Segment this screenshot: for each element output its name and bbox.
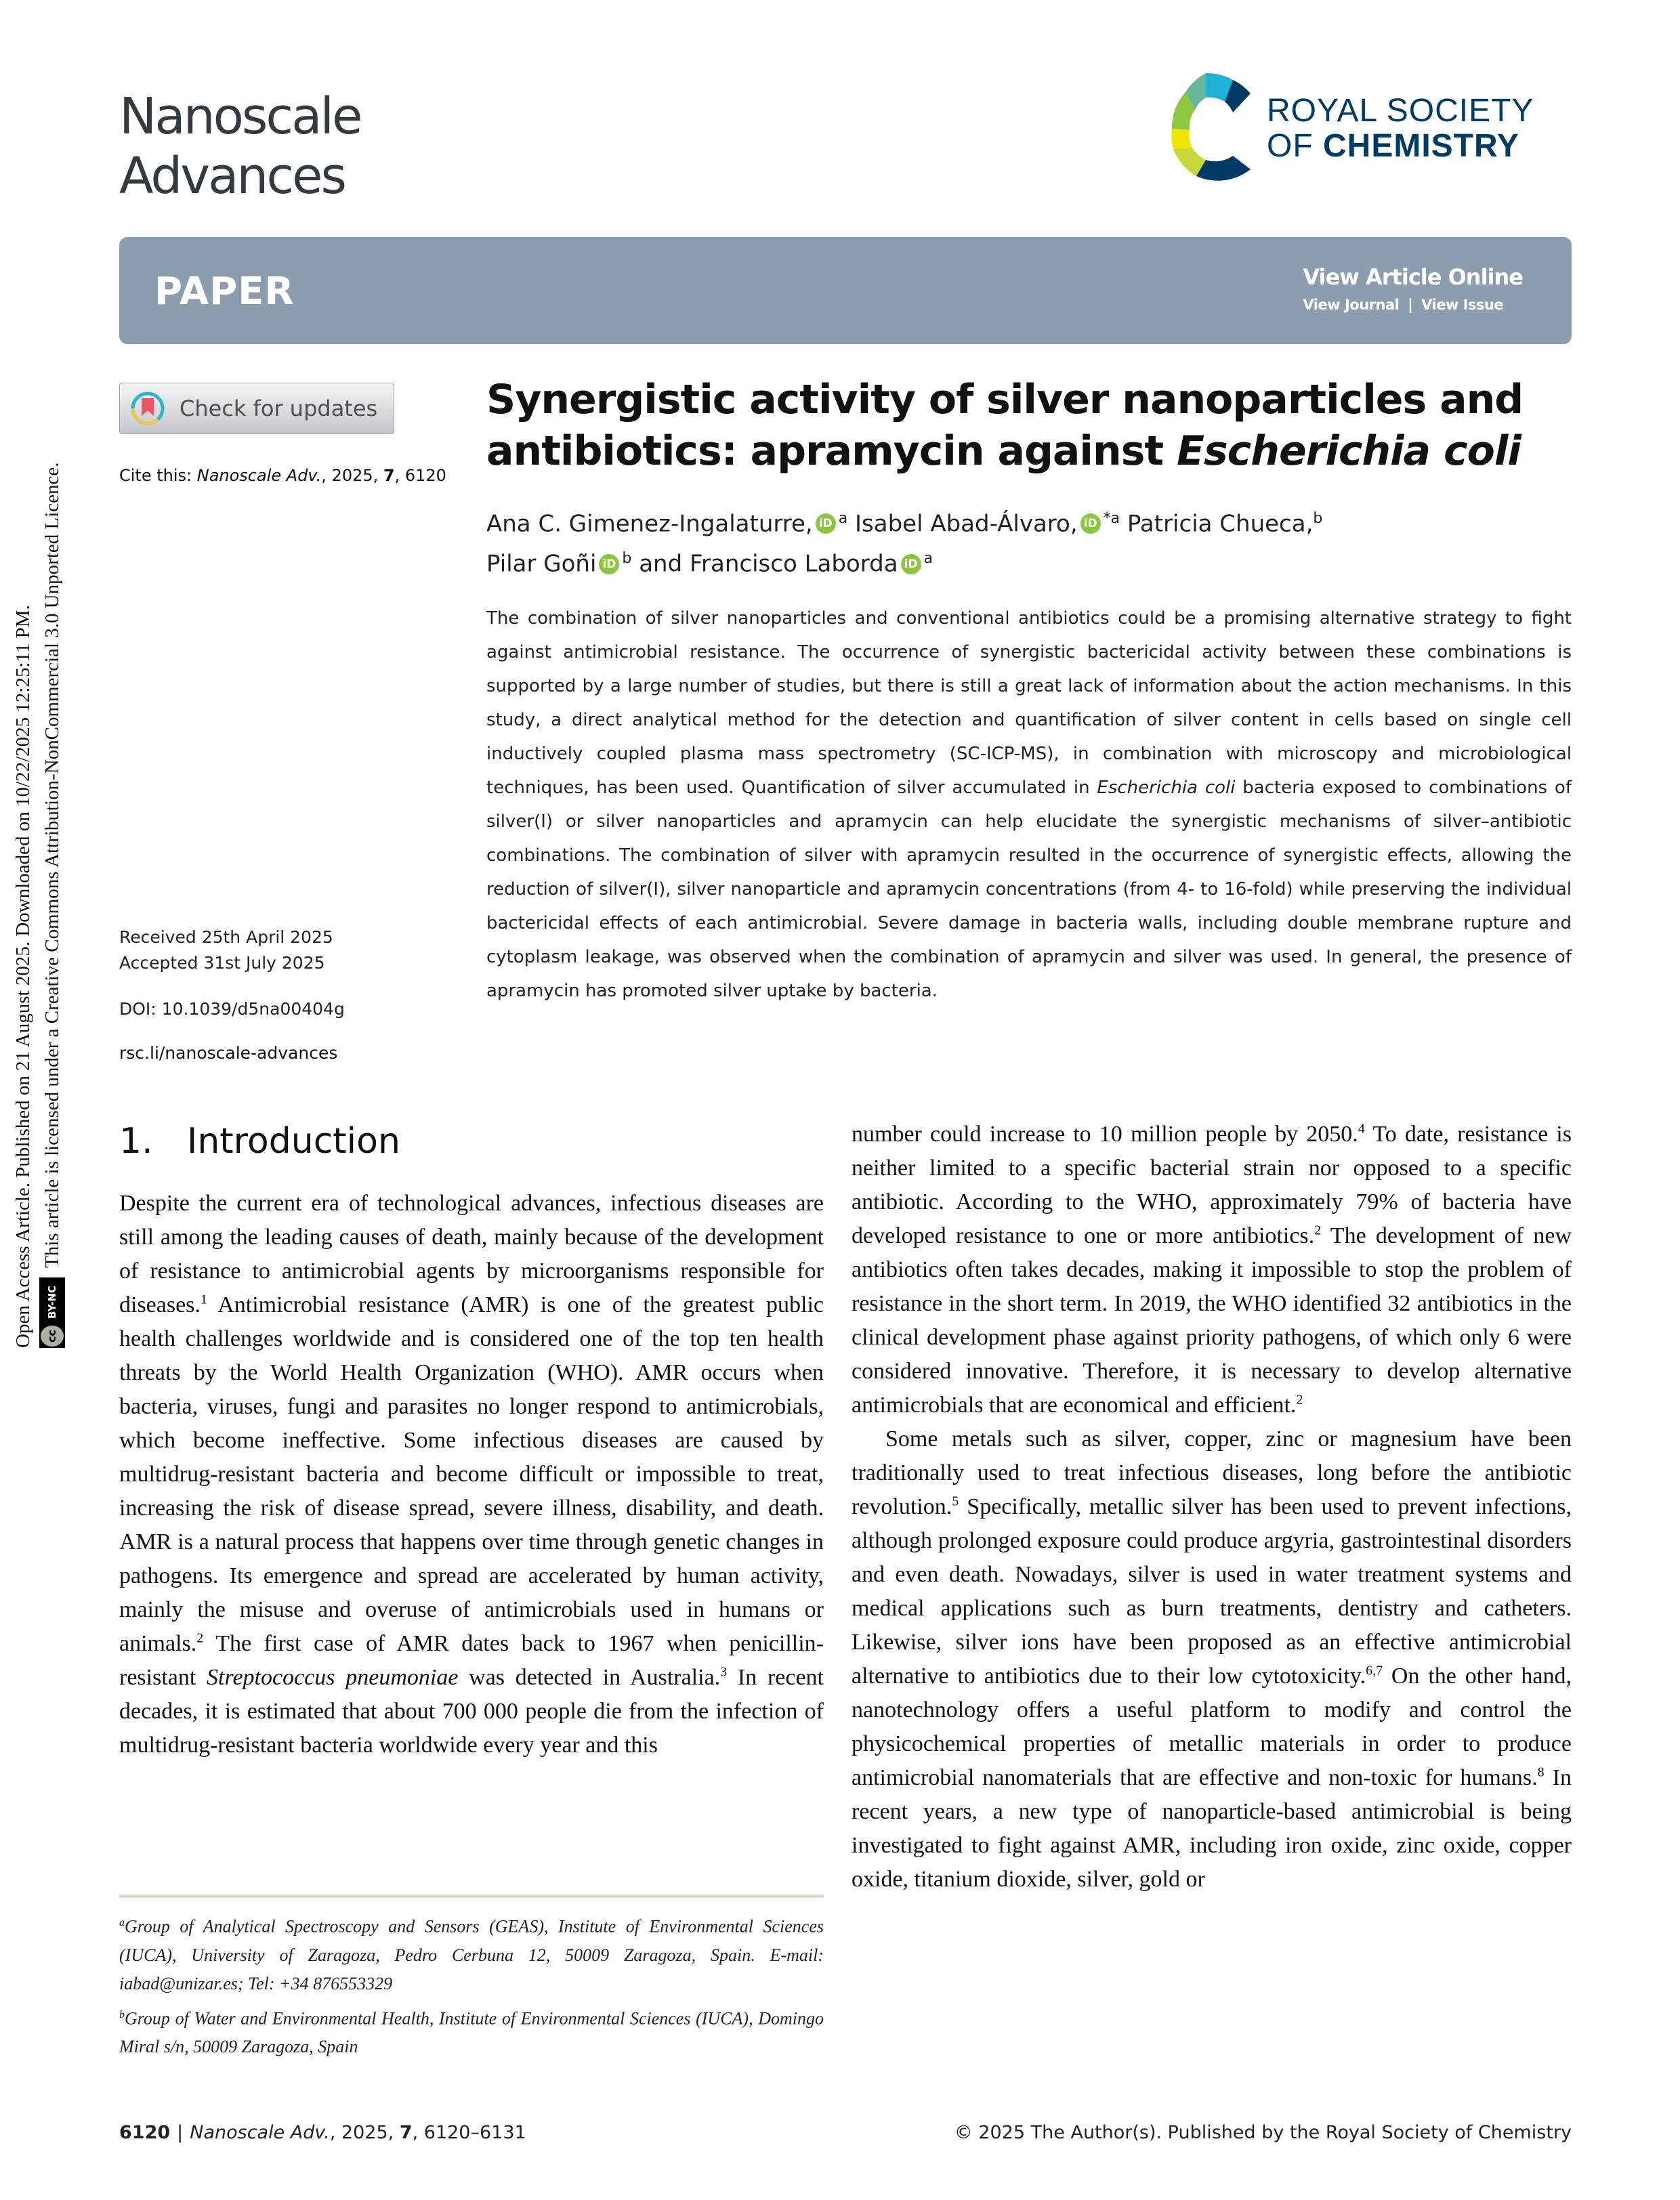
- abstract-text-cont: bacteria exposed to combinations of silver(I) or silver nanoparticles and apramycin can help elucidate the synergistic mechanisms of silver–antibiotic combinations. The combination of silver with apramycin resulted in the occurrence of synergistic effects, allowing the reduction of silver(I), silver nanoparticle and apramycin concentrations (from 4- to 16-fold) while preserving the individual bactericidal effects of each antimicrobial. Severe damage in bacteria walls, including double membrane rupture and cytoplasm leakage, was observed when the combination of apramycin and silver was used. In general, the presence of apramycin has promoted silver uptake by bacteria.: [486, 778, 1572, 1001]
- orcid-icon[interactable]: iD: [816, 513, 836, 534]
- citation-ref[interactable]: 5: [952, 1494, 959, 1509]
- view-links-row: [1303, 297, 1523, 313]
- abstract-text: The combination of silver nanoparticles and conventional antibiotics could be a promising alternative strategy to fight against antimicrobial resistance. The occurrence of synergistic bactericidal activity between these combinations is supported by a large number of studies, but there is still a great lack of information about the action mechanisms. In this study, a direct analytical method for the detection and quantification of silver content in cells based on single cell inductively coupled plasma mass spectrometry (SC-ICP-MS), in combination with microscopy and microbiological techniques, has been used. Quantification of silver accumulated in: [486, 608, 1572, 798]
- author-affiliation: b: [622, 550, 632, 568]
- rsc-line1: ROYAL SOCIETY: [1267, 93, 1534, 129]
- rsc-line2: [1267, 129, 1534, 164]
- journal-link[interactable]: rsc.li/nanoscale-advances: [119, 1043, 338, 1063]
- author-name[interactable]: Isabel Abad-Álvaro,: [855, 510, 1078, 538]
- journal-title: [119, 87, 361, 206]
- citation-ref[interactable]: 2: [1296, 1392, 1303, 1408]
- abstract-species: Escherichia coli: [1097, 778, 1236, 798]
- article-dates: [119, 925, 333, 976]
- accepted-date: Accepted 31st July 2025: [119, 953, 325, 973]
- rsc-line2-prefix: OF: [1267, 128, 1323, 164]
- cc-icon: cc: [41, 1326, 64, 1347]
- rsc-c-logo-icon: [1165, 68, 1260, 183]
- license-type: BY-NC: [46, 1285, 58, 1319]
- citation: [119, 466, 446, 485]
- author-name[interactable]: Pilar Goñi: [486, 550, 597, 578]
- cc-license-badge[interactable]: [39, 1277, 65, 1348]
- view-links: [1303, 264, 1523, 313]
- cite-journal: Nanoscale Adv.: [196, 466, 322, 485]
- license-text[interactable]: This article is licensed under a Creative Commons Attribution-NonCommercial 3.0 Unported Licence.: [41, 462, 63, 1268]
- author-affiliation: a: [923, 550, 933, 568]
- rsc-line2-bold: CHEMISTRY: [1323, 128, 1519, 164]
- abstract: [486, 601, 1572, 1008]
- cite-label: Cite this:: [119, 466, 197, 485]
- footnote-mark: a: [119, 1917, 125, 1928]
- footnote-text: Group of Water and Environmental Health, Institute of Environmental Sciences (IUCA), Domingo Miral s/n, 50009 Zaragoza, Spain: [119, 2008, 824, 2057]
- author-list: [486, 501, 1570, 582]
- orcid-icon[interactable]: iD: [1080, 513, 1101, 534]
- citation-ref[interactable]: 2: [196, 1630, 204, 1646]
- rsc-wordmark: [1267, 93, 1534, 164]
- citation-ref[interactable]: 1: [200, 1292, 207, 1307]
- footer-year: , 2025,: [329, 2122, 400, 2143]
- journal-title-line2: Advances: [119, 147, 345, 205]
- author-name[interactable]: Patricia Chueca,: [1127, 510, 1314, 538]
- journal-title-line1: Nanoscale: [119, 87, 361, 146]
- check-updates-icon: [129, 390, 166, 427]
- view-article-online-link[interactable]: View Article Online: [1303, 264, 1523, 290]
- paragraph: Despite the current era of technological advances, infectious diseases are still among the leading causes of death, mainly because of the development of resistance to antimicrobial agents by microorganisms responsible for diseases.$^1$ Antimicrobial resistance (AMR) is one of the greatest public health challenges worldwide and is considered one of the top ten health threats by the World Health Organization (WHO). AMR occurs when bacteria, viruses, fungi and parasites no longer respond to antimicrobials, which become ineffective. Some infectious diseases are caused by multidrug-resistant bacteria and become difficult or impossible to treat, increasing the risk of disease spread, severe illness, disability, and death. AMR is a natural process that happens over time through genetic changes in pathogens. Its emergence and spread are accelerated by human activity, mainly the misuse and overuse of antimicrobials used in humans or animals.$^2$ The first case of AMR dates back to 1967 when penicillin-resistant Streptococcus pneumoniae was detected in Australia.$^3$ In recent decades, it is estimated that about 700 000 people die from the infection of multidrug-resistant bacteria worldwide every year and this: [119, 1191, 824, 1758]
- footnote-divider: [119, 1895, 824, 1898]
- orcid-icon[interactable]: iD: [599, 554, 619, 574]
- received-date: Received 25th April 2025: [119, 927, 333, 947]
- cite-page: , 6120: [394, 466, 446, 485]
- paragraph: Some metals such as silver, copper, zinc or magnesium have been traditionally used to treat infectious diseases, long before the antibiotic revolution.$^5$ Specifically, metallic silver has been used to prevent infections, although prolonged exposure could produce argyria, gastrointestinal disorders and even death. Nowadays, silver is used in water treatment systems and medical applications such as burn treatments, dentistry and catheters. Likewise, silver ions have been proposed as an effective antimicrobial alternative to antibiotics due to their low cytotoxicity.$^{6,7}$ On the other hand, nanotechnology offers a useful platform to modify and control the physicochemical properties of metallic materials in order to produce antimicrobial nanomaterials that are effective and non-toxic for humans.$^8$ In recent years, a new type of nanoparticle-based antimicrobial is being investigated to fight against AMR, including iron oxide, zinc oxide, copper oxide, titanium dioxide, silver, gold or: [852, 1426, 1572, 1892]
- rsc-logo: [1165, 68, 1572, 183]
- open-access-notice: Open Access Article. Published on 21 August 2025. Downloaded on 10/22/2025 12:25:11 PM.: [12, 605, 34, 1348]
- footnote-mark: b: [119, 2008, 125, 2021]
- copyright: © 2025 The Author(s). Published by the Royal Society of Chemistry: [954, 2122, 1572, 2143]
- citation-ref[interactable]: 8: [1537, 1764, 1545, 1780]
- title-species: Escherichia coli: [1176, 427, 1521, 475]
- view-issue-link[interactable]: View Issue: [1421, 297, 1504, 313]
- section-number: 1.: [119, 1121, 153, 1162]
- article-type-banner: [119, 237, 1572, 344]
- footer-pages: , 6120–6131: [412, 2122, 526, 2143]
- body-column-left: [119, 1187, 824, 1762]
- citation-ref[interactable]: 2: [1314, 1223, 1322, 1238]
- article-type-label: PAPER: [154, 270, 295, 314]
- article-title: [486, 374, 1570, 477]
- section-heading: [119, 1121, 400, 1162]
- doi[interactable]: DOI: 10.1039/d5na00404g: [119, 999, 345, 1019]
- body-column-right: [852, 1118, 1572, 1897]
- view-journal-link[interactable]: View Journal: [1303, 297, 1400, 313]
- license-notice: [39, 462, 65, 1348]
- footer-volume: 7: [399, 2122, 413, 2143]
- cite-year: , 2025,: [321, 466, 383, 485]
- link-separator: |: [1408, 297, 1413, 313]
- author-affiliation: a: [838, 510, 848, 527]
- footer-separator: |: [177, 2122, 184, 2143]
- citation-ref[interactable]: 6,7: [1366, 1663, 1383, 1678]
- footnote-text: Group of Analytical Spectroscopy and Sensors (GEAS), Institute of Environmental Sciences (IUCA), University of Zaragoza, Pedro Cerbuna 12, 50009 Zaragoza, Spain. E-mail: iabad@unizar.es; Tel: +34 876553329: [119, 1916, 824, 1993]
- orcid-icon[interactable]: iD: [901, 554, 921, 574]
- title-text: Synergistic activity of silver nanoparticles and antibiotics: apramycin against: [486, 376, 1524, 475]
- citation-ref[interactable]: 3: [720, 1664, 728, 1680]
- author-name[interactable]: Ana C. Gimenez-Ingalaturre,: [486, 510, 813, 538]
- cite-volume: 7: [383, 466, 395, 485]
- check-for-updates-button[interactable]: [119, 383, 394, 434]
- section-title: Introduction: [187, 1121, 400, 1162]
- page-number: 6120: [119, 2122, 171, 2143]
- footer-journal: Nanoscale Adv.: [190, 2122, 330, 2143]
- author-name[interactable]: and Francisco Laborda: [639, 550, 898, 578]
- footnote: [119, 1909, 824, 1998]
- page-footer-left: [119, 2122, 526, 2143]
- author-affiliation: b: [1313, 510, 1323, 527]
- citation-ref[interactable]: 4: [1358, 1121, 1365, 1137]
- paragraph: number could increase to 10 million people by 2050.$^4$ To date, resistance is neither limited to a specific bacterial strain nor opposed to a specific antibiotic. According to the WHO, approximately 79% of bacteria have developed resistance to one or more antibiotics.$^2$ The development of new antibiotics often takes decades, making it impossible to stop the problem of resistance in the short term. In 2019, the WHO identified 32 antibiotics in the clinical development phase against priority pathogens, of which only 6 were considered innovative. Therefore, it is necessary to develop alternative antimicrobials that are economical and efficient.$^2$: [852, 1121, 1572, 1418]
- check-updates-label: Check for updates: [180, 396, 378, 421]
- affiliation-footnotes: [119, 1909, 824, 2064]
- footnote: [119, 2001, 824, 2062]
- author-affiliation: *a: [1103, 510, 1120, 527]
